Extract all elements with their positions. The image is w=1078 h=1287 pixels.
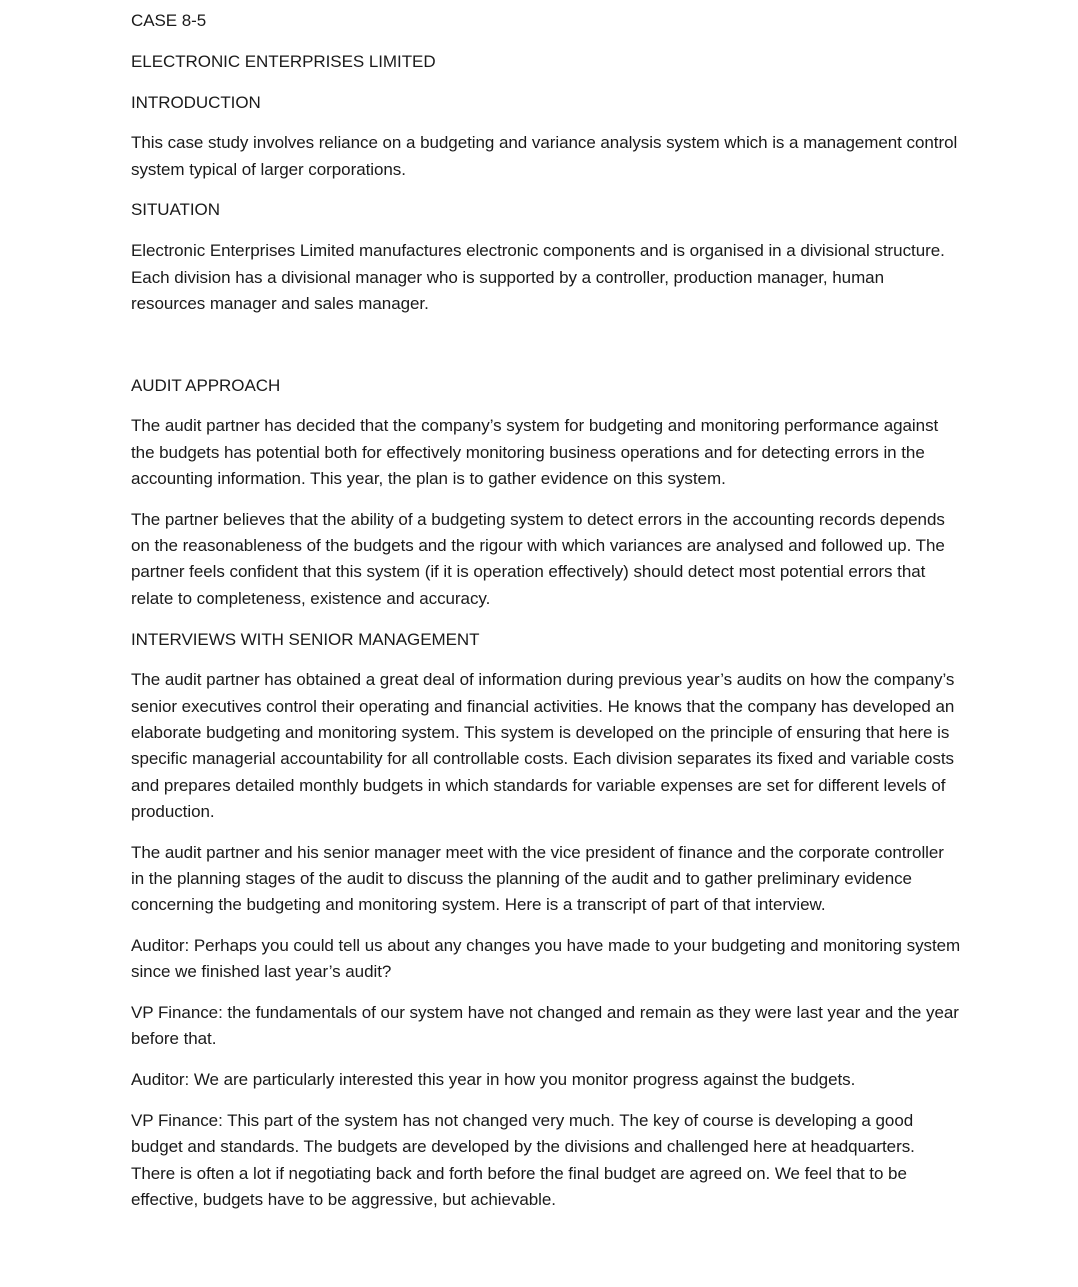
audit-approach-paragraph-2: The partner believes that the ability of a budgeting system to detect errors in the accounting records depends on the reasonableness of the budgets and the rigour with which variances are analysed and followed up. The partner feels confident that this system (if it is operation effectively) should detect most potential errors that relate to completeness, existence and accuracy.	[131, 509, 945, 608]
interviews-paragraph-2: The audit partner and his senior manager meet with the vice president of finance and the corporate controller in the planning stages of the audit to discuss the planning of the audit and to gather preliminary evidence concerning the budgeting and monitoring system. Here is a transcript of part of that interview.	[131, 842, 944, 915]
transcript-vp-finance-1: VP Finance: the fundamentals of our system have not changed and remain as they were last year and the year before that.	[131, 1003, 959, 1049]
situation-heading: SITUATION	[131, 200, 220, 220]
interviews-heading: INTERVIEWS WITH SENIOR MANAGEMENT	[131, 629, 480, 649]
audit-approach-paragraph-1: The audit partner has decided that the company’s system for budgeting and monitoring performance against the budgets has potential both for effectively monitoring business operations and for detecting errors in the accounting information. This year, the plan is to gather evidence on this system.	[131, 416, 939, 489]
document-page	[131, 8, 961, 1228]
section-spacer	[131, 332, 961, 373]
interviews-paragraph-1: The audit partner has obtained a great deal of information during previous year’s audits on how the company’s senior executives control their operating and financial activities. He knows that the company has developed an elaborate budgeting and monitoring system. This system is developed on the principle of ensuring that here is specific managerial accountability for all controllable costs. Each division separates its fixed and variable costs and prepares detailed monthly budgets in which standards for variable expenses are set for different levels of production.	[131, 670, 955, 821]
transcript-auditor-1: Auditor: Perhaps you could tell us about any changes you have made to your budgeting and monitoring system since we finished last year’s audit?	[131, 936, 961, 982]
transcript-auditor-2: Auditor: We are particularly interested this year in how you monitor progress against the budgets.	[131, 1070, 856, 1090]
company-title: ELECTRONIC ENTERPRISES LIMITED	[131, 51, 436, 71]
introduction-heading: INTRODUCTION	[131, 92, 261, 112]
audit-approach-heading: AUDIT APPROACH	[131, 375, 281, 395]
transcript-vp-finance-2: VP Finance: This part of the system has not changed very much. The key of course is developing a good budget and standards. The budgets are developed by the divisions and challenged here at headquarters. There is often a lot if negotiating back and forth before the final budget are agreed on. We feel that to be effective, budgets have to be aggressive, but achievable.	[131, 1111, 915, 1209]
case-label: CASE 8-5	[131, 11, 207, 30]
introduction-paragraph: This case study involves reliance on a budgeting and variance analysis system which is a management control system typical of larger corporations.	[131, 133, 958, 179]
situation-paragraph: Electronic Enterprises Limited manufactures electronic components and is organised in a divisional structure. Each division has a divisional manager who is supported by a controller, production manager, human resources manager and sales manager.	[131, 241, 945, 313]
